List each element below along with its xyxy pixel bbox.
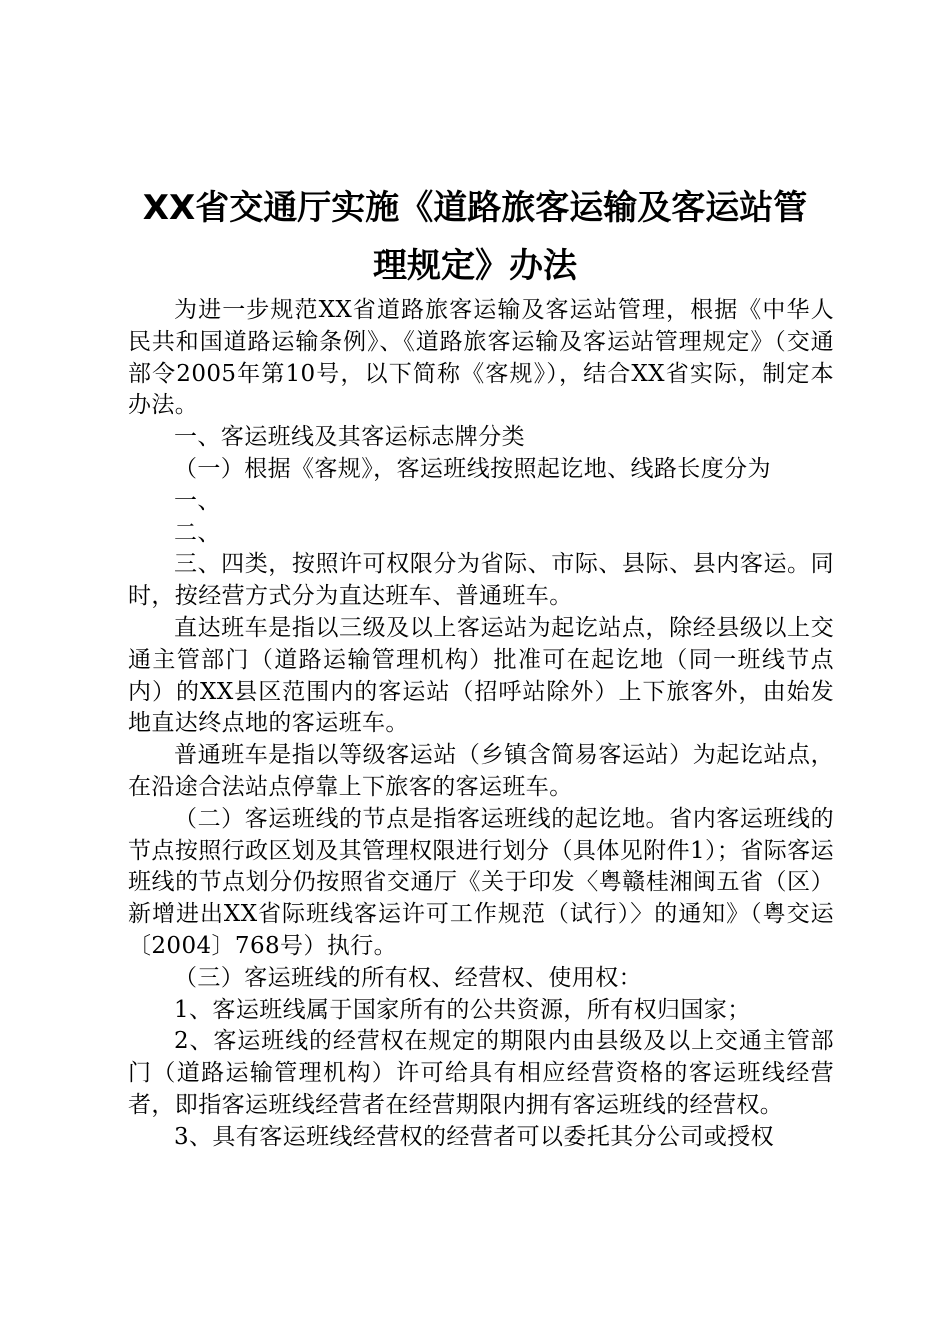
- paragraph-express-bus: 直达班车是指以三级及以上客运站为起讫站点，除经县级以上交通主管部门（道路运输管理机构）批准可在起讫地（同一班线节点内）的XX县区范围内的客运站（招呼站除外）上下旅客外，由始发地直达终点地的客运班车。: [128, 614, 834, 737]
- heading-section-1: 一、客运班线及其客运标志牌分类: [174, 424, 525, 451]
- paragraph-classification: 三、四类，按照许可权限分为省际、市际、县际、县内客运。同时，按经营方式分为直达班车、普通班车。: [128, 551, 834, 610]
- paragraph-rule-2: 2、客运班线的经营权在规定的期限内由县级及以上交通主管部门（道路运输管理机构）许可给具有相应经营资格的客运班线经营者，即指客运班线经营者在经营期限内拥有客运班线的经营权。: [128, 1028, 834, 1118]
- paragraph-fragment-2: 二、: [174, 519, 221, 546]
- paragraph-regular-bus: 普通班车是指以等级客运站（乡镇含简易客运站）为起讫站点，在沿途合法站点停靠上下旅客的客运班车。: [128, 742, 834, 800]
- paragraph-item-2: （二）客运班线的节点是指客运班线的起讫地。省内客运班线的节点按照行政区划及其管理权限进行划分（具体见附件1）；省际客运班线的节点划分仍按照省交通厅《关于印发〈粤赣桂湘闽五省（区）新增进出XX省际班线客运许可工作规范（试行）〉的通知》（粤交运〔2004〕768号）执行。: [128, 805, 834, 959]
- paragraph-item-3: （三）客运班线的所有权、经营权、使用权：: [174, 964, 642, 991]
- paragraph-item-1: （一）根据《客规》，客运班线按照起讫地、线路长度分为: [174, 455, 771, 482]
- document-title-line-1: XX省交通厅实施《道路旅客运输及客运站管: [142, 188, 808, 228]
- paragraph-preamble: 为进一步规范XX省道路旅客运输及客运站管理，根据《中华人民共和国道路运输条例》、《道路旅客运输及客运站管理规定》（交通部令2005年第10号，以下简称《客规》），结合XX省实际，制定本办法。: [128, 297, 834, 419]
- paragraph-rule-3: 3、具有客运班线经营权的经营者可以委托其分公司或授权: [174, 1123, 775, 1150]
- document-body: [128, 295, 834, 1154]
- paragraph-rule-1: 1、客运班线属于国家所有的公共资源，所有权归国家；: [174, 996, 751, 1023]
- document-title-line-2: 理规定》办法: [373, 246, 577, 286]
- paragraph-fragment-1: 一、: [174, 487, 221, 514]
